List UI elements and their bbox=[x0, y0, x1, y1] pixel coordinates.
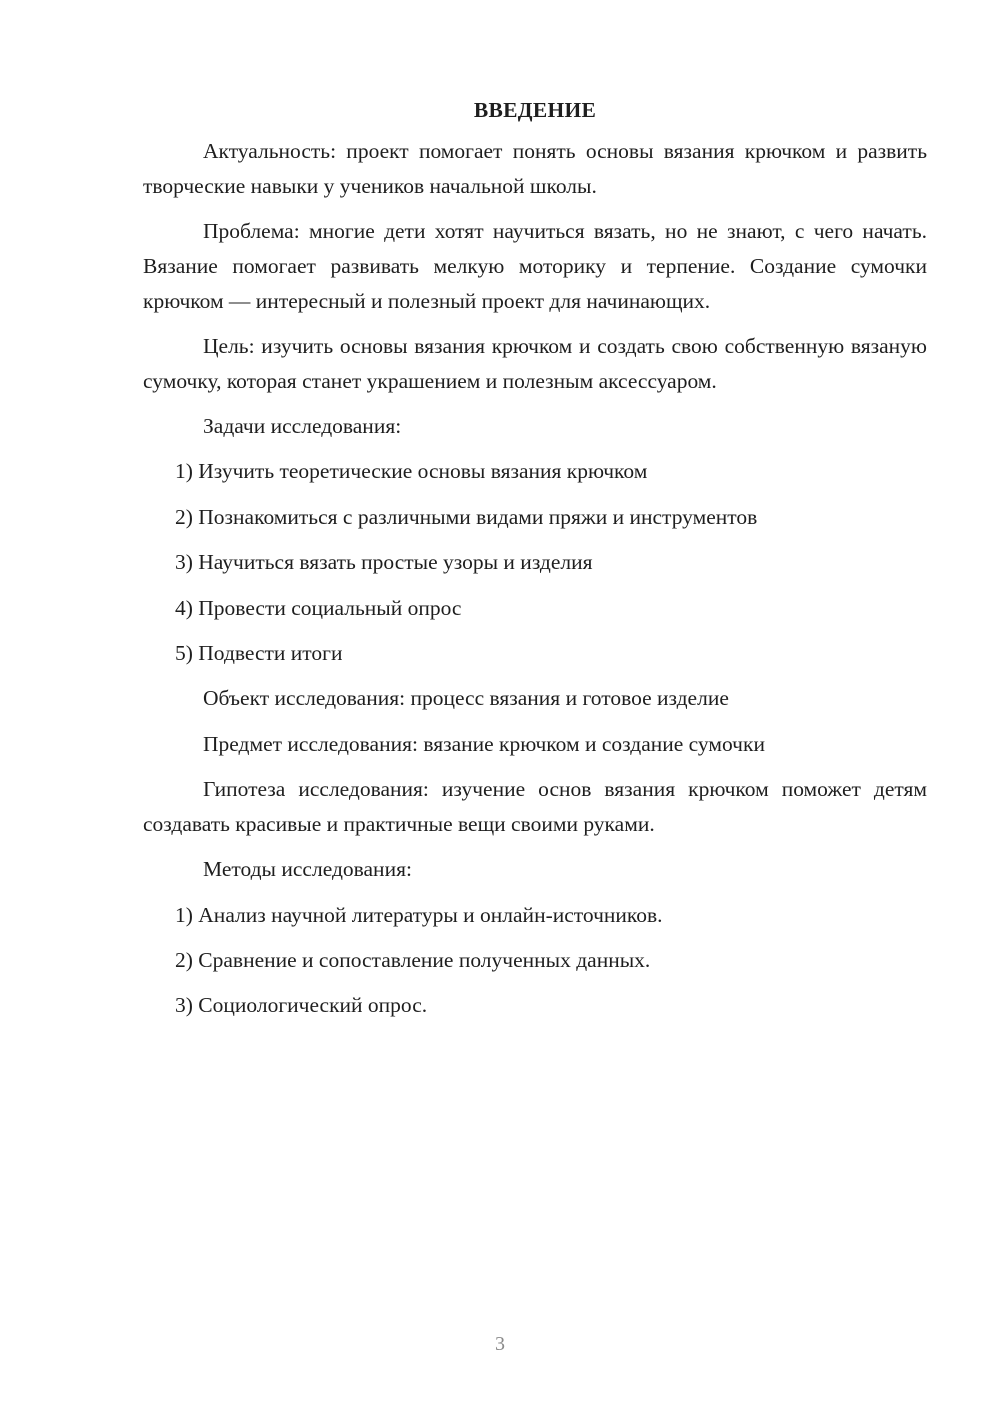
relevance-paragraph: Актуальность: проект помогает понять основы вязания крючком и развить творческие навыки у учеников начальной школы. bbox=[143, 139, 927, 198]
research-object: Объект исследования: процесс вязания и готовое изделие bbox=[203, 686, 729, 711]
list-item: 4) Провести социальный опрос bbox=[175, 595, 462, 620]
list-item: 2) Сравнение и сопоставление полученных данных. bbox=[175, 947, 651, 972]
list-item: 3) Социологический опрос. bbox=[175, 993, 428, 1018]
methods-list bbox=[143, 898, 927, 1024]
methods-heading: Методы исследования: bbox=[203, 857, 412, 882]
page-title: ВВЕДЕНИЕ bbox=[473, 98, 597, 122]
list-item: 5) Подвести итоги bbox=[175, 640, 343, 665]
list-item: 1) Анализ научной литературы и онлайн-источников. bbox=[175, 902, 663, 927]
hypothesis-paragraph: Гипотеза исследования: изучение основ вязания крючком поможет детям создавать красивые и практичные вещи своими руками. bbox=[143, 777, 927, 837]
research-subject: Предмет исследования: вязание крючком и создание сумочки bbox=[203, 731, 765, 756]
list-item: 3) Научиться вязать простые узоры и изделия bbox=[175, 550, 593, 575]
tasks-heading: Задачи исследования: bbox=[203, 414, 402, 438]
tasks-list bbox=[143, 454, 927, 671]
goal-paragraph: Цель: изучить основы вязания крючком и создать свою собственную вязаную сумочку, которая станет украшением и полезным аксессуаром. bbox=[143, 334, 927, 393]
document-body bbox=[143, 94, 927, 1034]
problem-paragraph: Проблема: многие дети хотят научиться вязать, но не знают, с чего начать. Вязание помогает развивать мелкую моторику и терпение. Создание сумочки крючком — интересный и полезный проект для начинающих. bbox=[143, 219, 927, 313]
list-item: 1) Изучить теоретические основы вязания крючком bbox=[175, 459, 648, 484]
page-number: 3 bbox=[495, 1333, 505, 1355]
list-item: 2) Познакомиться с различными видами пряжи и инструментов bbox=[175, 504, 758, 529]
